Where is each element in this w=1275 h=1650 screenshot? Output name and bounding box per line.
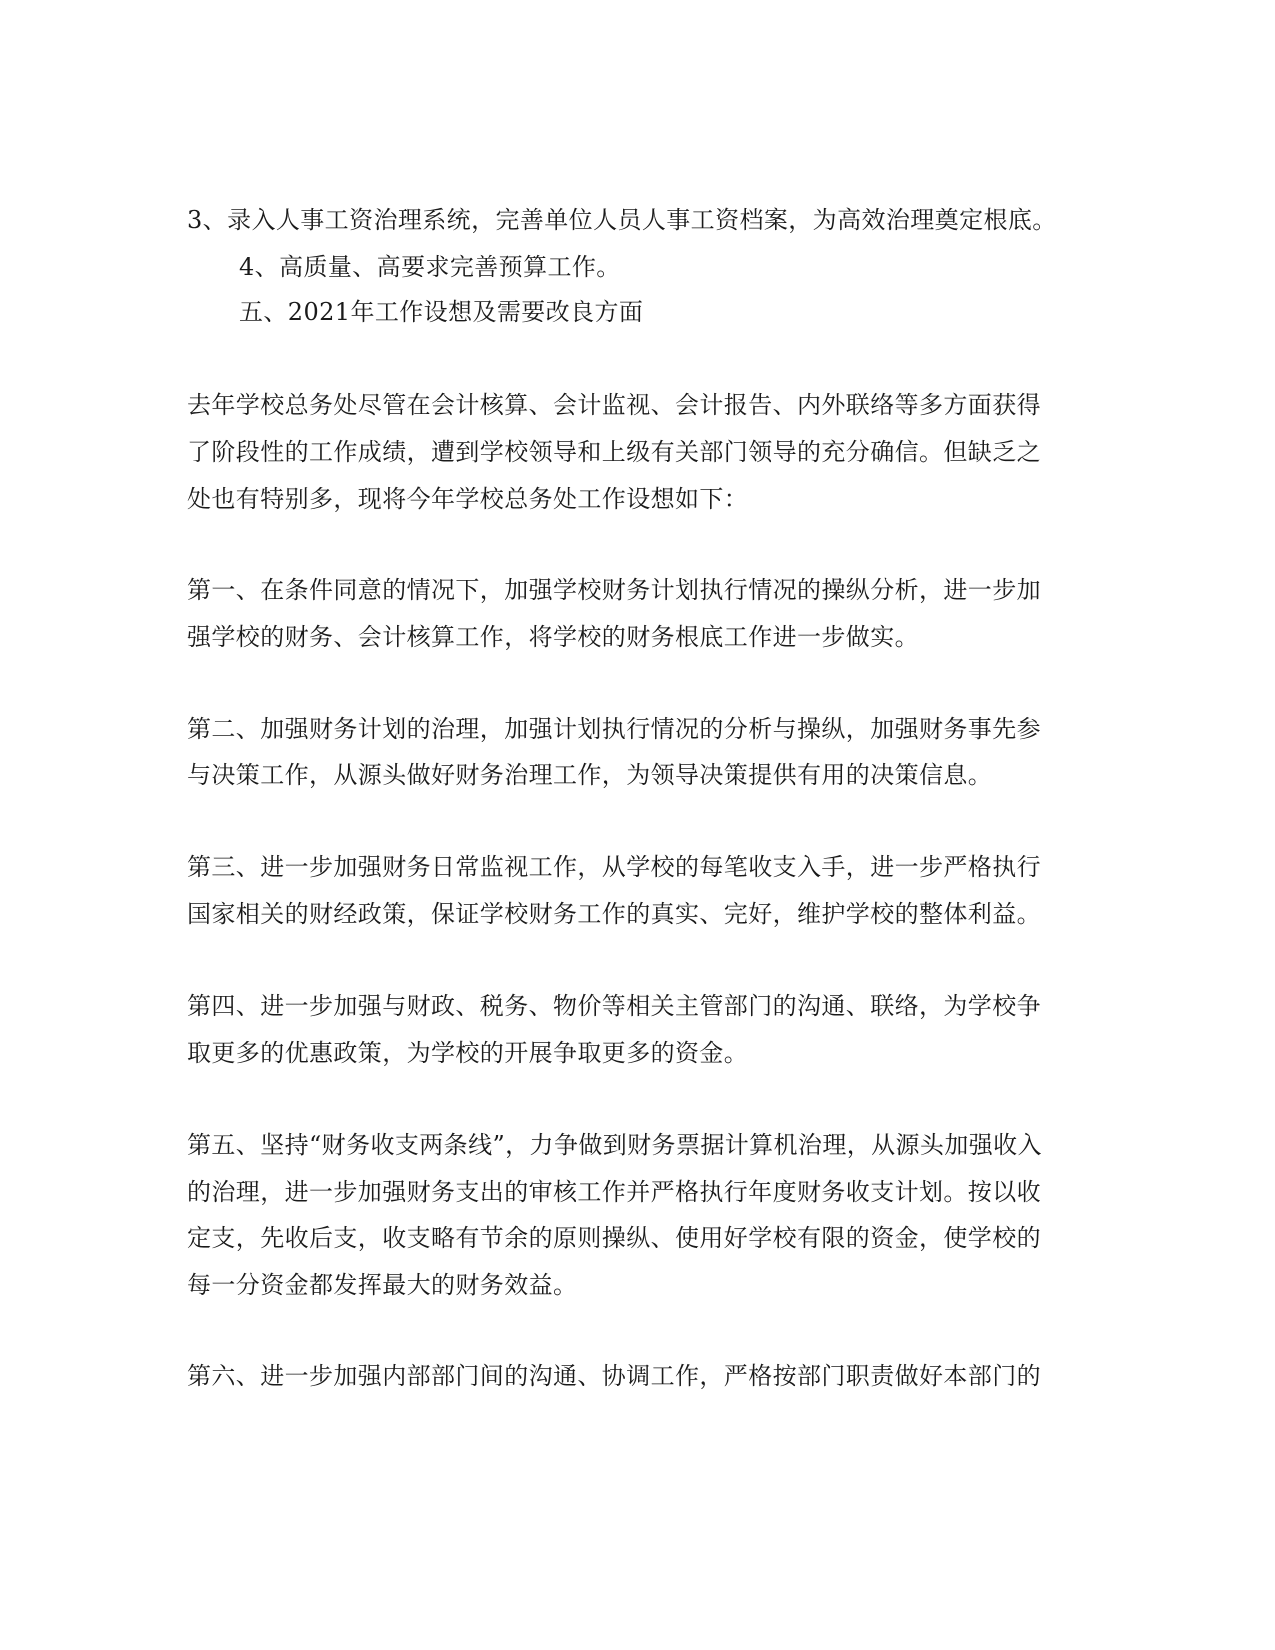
text-line-item-3: 3、录入人事工资治理系统，完善单位人员人事工资档案，为高效治理奠定根底。 bbox=[187, 206, 1057, 234]
paragraph-fifth-line-2: 的治理，进一步加强财务支出的审核工作并严格执行年度财务收支计划。按以收 bbox=[187, 1178, 1041, 1206]
paragraph-third-line-2: 国家相关的财经政策，保证学校财务工作的真实、完好，维护学校的整体利益。 bbox=[187, 900, 1041, 928]
paragraph-intro-line-3: 处也有特别多，现将今年学校总务处工作设想如下： bbox=[187, 485, 749, 513]
paragraph-second-line-1: 第二、加强财务计划的治理，加强计划执行情况的分析与操纵，加强财务事先参 bbox=[187, 715, 1041, 743]
paragraph-fourth-line-2: 取更多的优惠政策，为学校的开展争取更多的资金。 bbox=[187, 1039, 749, 1067]
paragraph-third-line-1: 第三、进一步加强财务日常监视工作，从学校的每笔收支入手，进一步严格执行 bbox=[187, 853, 1041, 881]
text-line-item-4: 4、高质量、高要求完善预算工作。 bbox=[239, 253, 621, 281]
paragraph-fifth-line-4: 每一分资金都发挥最大的财务效益。 bbox=[187, 1271, 578, 1299]
paragraph-first-line-2: 强学校的财务、会计核算工作，将学校的财务根底工作进一步做实。 bbox=[187, 623, 919, 651]
section-heading-5: 五、2021年工作设想及需要改良方面 bbox=[239, 298, 644, 326]
paragraph-fourth-line-1: 第四、进一步加强与财政、税务、物价等相关主管部门的沟通、联络，为学校争 bbox=[187, 992, 1041, 1020]
paragraph-intro-line-2: 了阶段性的工作成绩，遭到学校领导和上级有关部门领导的充分确信。但缺乏之 bbox=[187, 438, 1041, 466]
paragraph-first-line-1: 第一、在条件同意的情况下，加强学校财务计划执行情况的操纵分析，进一步加 bbox=[187, 576, 1041, 604]
paragraph-fifth-line-1: 第五、坚持“财务收支两条线”，力争做到财务票据计算机治理，从源头加强收入 bbox=[187, 1131, 1042, 1159]
paragraph-fifth-line-3: 定支，先收后支，收支略有节余的原则操纵、使用好学校有限的资金，使学校的 bbox=[187, 1224, 1041, 1252]
paragraph-intro-line-1: 去年学校总务处尽管在会计核算、会计监视、会计报告、内外联络等多方面获得 bbox=[187, 391, 1041, 419]
paragraph-sixth-line-1: 第六、进一步加强内部部门间的沟通、协调工作，严格按部门职责做好本部门的 bbox=[187, 1362, 1041, 1390]
paragraph-second-line-2: 与决策工作，从源头做好财务治理工作，为领导决策提供有用的决策信息。 bbox=[187, 761, 993, 789]
